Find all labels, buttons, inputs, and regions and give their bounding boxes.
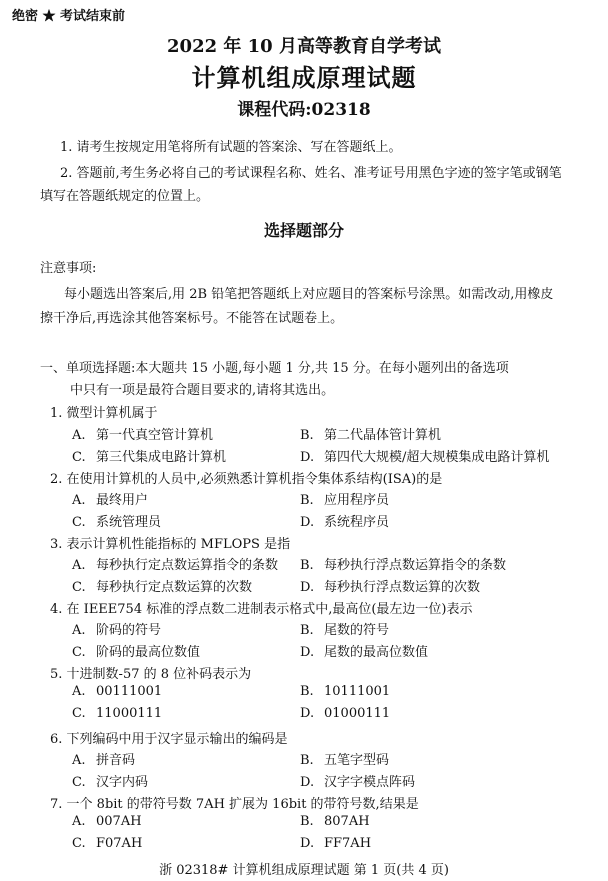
option-7a: A. 007AH xyxy=(72,814,142,829)
option-2c: C. 系统管理员 xyxy=(72,515,162,530)
part-1-heading-cont: 中只有一项是最符合题目要求的,请将其选出。 xyxy=(70,383,335,398)
question-number: 5. xyxy=(50,667,63,682)
option-3a: A. 每秒执行定点数运算指令的条数 xyxy=(72,558,279,573)
question-text: 在 IEEE754 标准的浮点数二进制表示格式中,最高位(最左边一位)表示 xyxy=(66,602,473,617)
option-1a: A. 第一代真空管计算机 xyxy=(72,428,214,443)
question-5 xyxy=(50,663,251,682)
option-7d: D. FF7AH xyxy=(300,836,372,851)
option-1b: B. 第二代晶体管计算机 xyxy=(300,428,442,443)
option-2d: D. 系统程序员 xyxy=(300,515,390,530)
part-1-heading: 一、单项选择题:本大题共 15 小题,每小题 1 分,共 15 分。在每小题列出的备选项 xyxy=(40,361,509,376)
question-number: 2. xyxy=(50,472,63,487)
question-6 xyxy=(50,728,288,747)
confidential-label: 绝密 ★ 考试结束前 xyxy=(12,9,126,24)
question-number: 4. xyxy=(50,602,63,617)
question-number: 1. xyxy=(50,406,63,421)
option-6d: D. 汉字字模点阵码 xyxy=(300,775,416,790)
question-number: 3. xyxy=(50,537,63,552)
notes-label: 注意事项: xyxy=(40,261,97,276)
question-text: 在使用计算机的人员中,必须熟悉计算机指令集体系结构(ISA)的是 xyxy=(66,472,443,487)
option-1c: C. 第三代集成电路计算机 xyxy=(72,450,227,465)
question-1 xyxy=(50,402,158,421)
option-4b: B. 尾数的符号 xyxy=(300,623,390,638)
option-7b: B. 807AH xyxy=(300,814,370,829)
option-3d: D. 每秒执行浮点数运算的次数 xyxy=(300,580,481,595)
option-5c: C. 11000111 xyxy=(72,706,163,721)
notes-line-1: 每小题选出答案后,用 2B 铅笔把答题纸上对应题目的答案标号涂黑。如需改动,用橡皮 xyxy=(64,287,554,302)
question-text: 下列编码中用于汉字显示输出的编码是 xyxy=(66,732,288,747)
question-7 xyxy=(50,793,419,812)
page-footer: 浙 02318# 计算机组成原理试题 第 1 页(共 4 页) xyxy=(159,863,449,878)
question-text: 十进制数-57 的 8 位补码表示为 xyxy=(66,667,252,682)
option-5b: B. 10111001 xyxy=(300,684,391,699)
question-4 xyxy=(50,598,473,617)
question-text: 一个 8bit 的带符号数 7AH 扩展为 16bit 的带符号数,结果是 xyxy=(66,797,419,812)
question-text: 表示计算机性能指标的 MFLOPS 是指 xyxy=(66,537,291,552)
question-2 xyxy=(50,468,442,487)
notes-line-2: 擦干净后,再选涂其他答案标号。不能答在试题卷上。 xyxy=(40,311,344,326)
option-5d: D. 01000111 xyxy=(300,706,391,721)
course-code: 课程代码:02318 xyxy=(237,100,371,120)
option-5a: A. 00111001 xyxy=(72,684,163,699)
option-6a: A. 拼音码 xyxy=(72,753,136,768)
option-3b: B. 每秒执行浮点数运算指令的条数 xyxy=(300,558,507,573)
question-number: 6. xyxy=(50,732,63,747)
question-3 xyxy=(50,533,290,552)
option-4c: C. 阶码的最高位数值 xyxy=(72,645,201,660)
option-6c: C. 汉字内码 xyxy=(72,775,149,790)
question-text: 微型计算机属于 xyxy=(66,406,158,421)
instruction-2-cont: 填写在答题纸规定的位置上。 xyxy=(40,189,210,204)
question-number: 7. xyxy=(50,797,63,812)
option-7c: C. F07AH xyxy=(72,836,143,851)
option-4a: A. 阶码的符号 xyxy=(72,623,162,638)
instruction-2: 2. 答题前,考生务必将自己的考试课程名称、姓名、准考证号用黑色字迹的签字笔或钢笔 xyxy=(60,166,562,181)
option-2a: A. 最终用户 xyxy=(72,493,149,508)
option-4d: D. 尾数的最高位数值 xyxy=(300,645,429,660)
section-title: 选择题部分 xyxy=(263,221,344,240)
option-2b: B. 应用程序员 xyxy=(300,493,390,508)
option-6b: B. 五笔字型码 xyxy=(300,753,390,768)
instruction-1: 1. 请考生按规定用笔将所有试题的答案涂、写在答题纸上。 xyxy=(60,140,402,155)
option-1d: D. 第四代大规模/超大规模集成电路计算机 xyxy=(300,450,550,465)
exam-title: 2022 年 10 月高等教育自学考试 xyxy=(167,36,441,57)
option-3c: C. 每秒执行定点数运算的次数 xyxy=(72,580,253,595)
subject-title: 计算机组成原理试题 xyxy=(191,63,417,92)
